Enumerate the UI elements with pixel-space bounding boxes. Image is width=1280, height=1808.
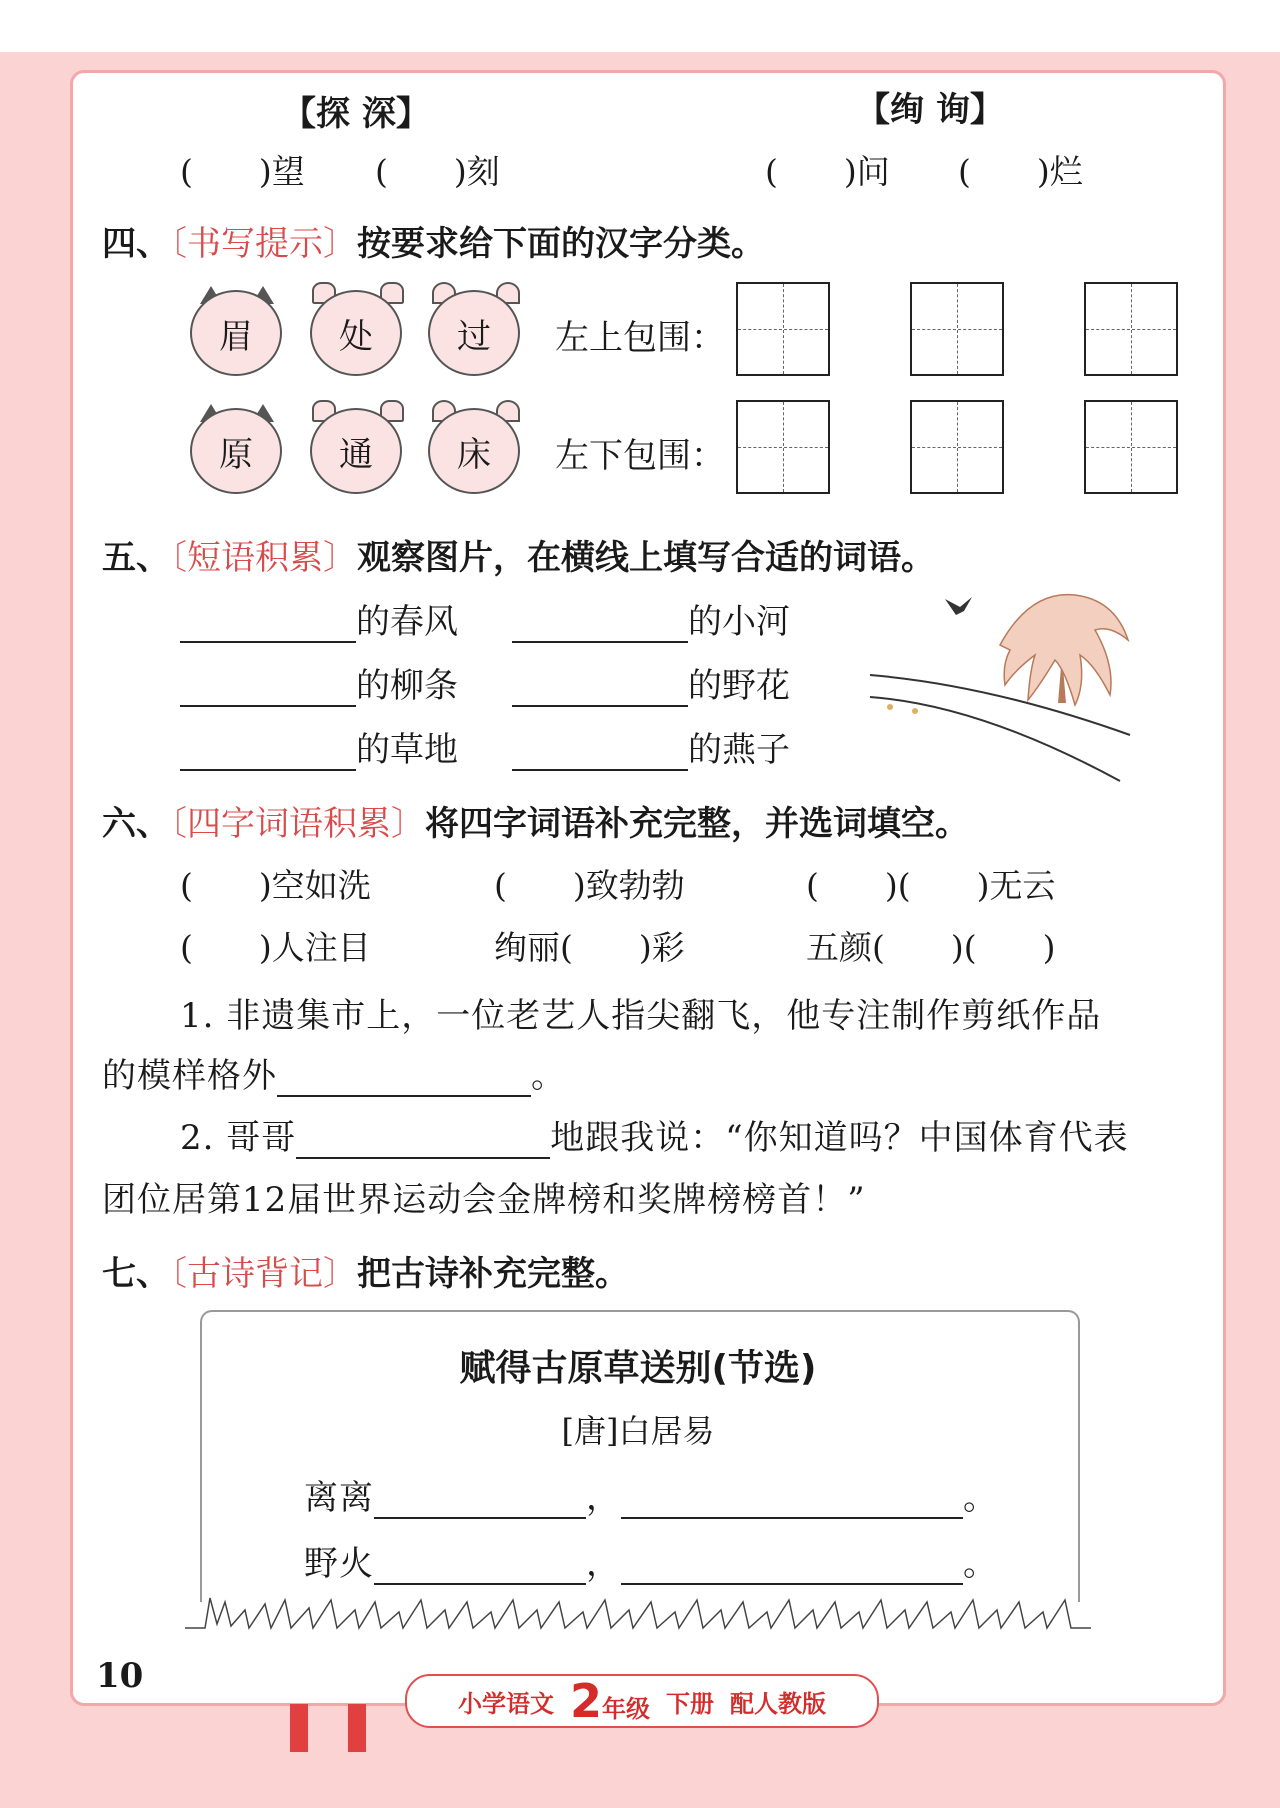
phrase-blank-yehua [512, 658, 790, 707]
phrase-blank-xiaohe [512, 594, 790, 643]
question-4-heading [102, 216, 765, 265]
phrase-text: 的草地 [356, 730, 458, 770]
phrase-blank-yanzi [512, 722, 790, 771]
question-tag: 〔书写提示〕 [170, 224, 357, 264]
fill-blank-ke[interactable]: ( )刻 [375, 152, 500, 191]
fill-blank-wen[interactable]: ( )问 [765, 152, 890, 191]
question-instruction: 把古诗补充完整。 [357, 1254, 629, 1294]
grass-slope-icon [870, 675, 1130, 781]
char-circle-tong: 通 [310, 408, 402, 494]
bookmark-ribbon [290, 1704, 308, 1752]
char-circle-chuang: 床 [428, 408, 520, 494]
swallow-icon [945, 597, 972, 615]
idiom-blank-xuanlicai[interactable]: 绚丽( )彩 [494, 928, 685, 967]
idiom-blank-wuyun[interactable]: ( )( )无云 [806, 866, 1056, 905]
poem-author: [唐]白居易 [561, 1412, 715, 1450]
sentence-2-line-1 [180, 1110, 1129, 1159]
book-edition-badge [405, 1674, 879, 1728]
sentence-1-line-1: 1. 非遗集市上，一位老艺人指尖翻飞，他专注制作剪纸作品 [180, 996, 1102, 1036]
grade-group [570, 1674, 650, 1728]
answer-blank[interactable] [621, 1543, 963, 1585]
word-pair-label-xuan-xun: 【绚 询】 [856, 90, 1004, 130]
question-tag: 〔古诗背记〕 [170, 1254, 357, 1294]
phrase-text: 的小河 [688, 602, 790, 642]
char-circle-chu: 处 [310, 290, 402, 376]
question-7-heading [102, 1246, 629, 1295]
question-number: 七、 [102, 1254, 170, 1294]
writing-grid-box[interactable] [910, 282, 1004, 376]
poem-line-2 [304, 1536, 998, 1585]
sentence-text: 2. 哥哥 [180, 1118, 297, 1158]
phrase-text: 的柳条 [356, 666, 458, 706]
subject-label: 小学语文 [457, 1689, 554, 1718]
poem-period: 。 [963, 1478, 998, 1518]
sentence-1-line-2 [102, 1048, 566, 1097]
poem-line-1 [304, 1470, 998, 1519]
question-5-heading [102, 530, 935, 579]
idiom-blank-wuyanliuse[interactable]: 五颜( )( ) [806, 928, 1056, 967]
sentence-text: 地跟我说：“你知道吗？中国体育代表 [550, 1118, 1129, 1158]
idiom-blank-kongruxi[interactable]: ( )空如洗 [180, 866, 371, 905]
grade-label: 年级 [602, 1695, 650, 1723]
edition-label: 配人教版 [730, 1689, 826, 1718]
answer-blank[interactable] [180, 601, 356, 643]
writing-grid-box[interactable] [1084, 400, 1178, 494]
poem-line-start: 野火 [304, 1544, 374, 1584]
poem-period: 。 [963, 1544, 998, 1584]
answer-blank[interactable] [296, 1117, 550, 1159]
answer-blank[interactable] [512, 601, 688, 643]
writing-grid-box[interactable] [910, 400, 1004, 494]
phrase-blank-caodi [180, 722, 458, 771]
category-label-lower-left: 左下包围： [555, 436, 725, 476]
page-number: 10 [96, 1656, 144, 1696]
fill-blank-wang[interactable]: ( )望 [180, 152, 305, 191]
phrase-text: 的春风 [356, 602, 458, 642]
phrase-blank-chunfeng [180, 594, 458, 643]
fill-blank-lan[interactable]: ( )烂 [958, 152, 1083, 191]
word-pair-label-tan-shen: 【探 深】 [282, 94, 430, 134]
spring-scene-illustration [860, 585, 1140, 785]
writing-grid-box[interactable] [1084, 282, 1178, 376]
question-tag: 〔短语积累〕 [170, 538, 357, 578]
sentence-text: 的模样格外 [102, 1056, 277, 1096]
poem-comma: ， [586, 1544, 621, 1584]
volume-label: 下册 [666, 1689, 714, 1718]
question-instruction: 将四字词语补充完整，并选词填空。 [425, 804, 969, 844]
question-instruction: 观察图片，在横线上填写合适的词语。 [357, 538, 935, 578]
answer-blank[interactable] [512, 665, 688, 707]
idiom-blank-zhibobo[interactable]: ( )致勃勃 [494, 866, 685, 905]
answer-blank[interactable] [512, 729, 688, 771]
question-number: 四、 [102, 224, 170, 264]
answer-blank[interactable] [621, 1477, 963, 1519]
char-circle-guo: 过 [428, 290, 520, 376]
phrase-blank-liutiao [180, 658, 458, 707]
question-number: 六、 [102, 804, 170, 844]
category-label-upper-left: 左上包围： [555, 318, 725, 358]
question-tag: 〔四字词语积累〕 [170, 804, 425, 844]
char-circle-yuan: 原 [190, 408, 282, 494]
answer-blank[interactable] [180, 729, 356, 771]
grade-number: 2 [569, 1674, 602, 1728]
answer-blank[interactable] [277, 1055, 531, 1097]
answer-blank[interactable] [180, 665, 356, 707]
poem-comma: ， [586, 1478, 621, 1518]
answer-blank[interactable] [374, 1543, 586, 1585]
grass-border-decoration [185, 1588, 1091, 1634]
phrase-text: 的燕子 [688, 730, 790, 770]
question-number: 五、 [102, 538, 170, 578]
poem-line-start: 离离 [304, 1478, 374, 1518]
writing-grid-box[interactable] [736, 400, 830, 494]
sentence-2-line-2: 团位居第12届世界运动会金牌榜和奖牌榜榜首！” [102, 1180, 866, 1220]
writing-grid-box[interactable] [736, 282, 830, 376]
sentence-end: 。 [531, 1056, 566, 1096]
answer-blank[interactable] [374, 1477, 586, 1519]
idiom-blank-renzhumu[interactable]: ( )人注目 [180, 928, 371, 967]
phrase-text: 的野花 [688, 666, 790, 706]
question-6-heading [102, 796, 969, 845]
willow-tree-icon [1000, 595, 1128, 705]
char-circle-mei: 眉 [190, 290, 282, 376]
poem-title: 赋得古原草送别(节选) [459, 1348, 817, 1389]
question-instruction: 按要求给下面的汉字分类。 [357, 224, 765, 264]
bookmark-ribbon [348, 1704, 366, 1752]
